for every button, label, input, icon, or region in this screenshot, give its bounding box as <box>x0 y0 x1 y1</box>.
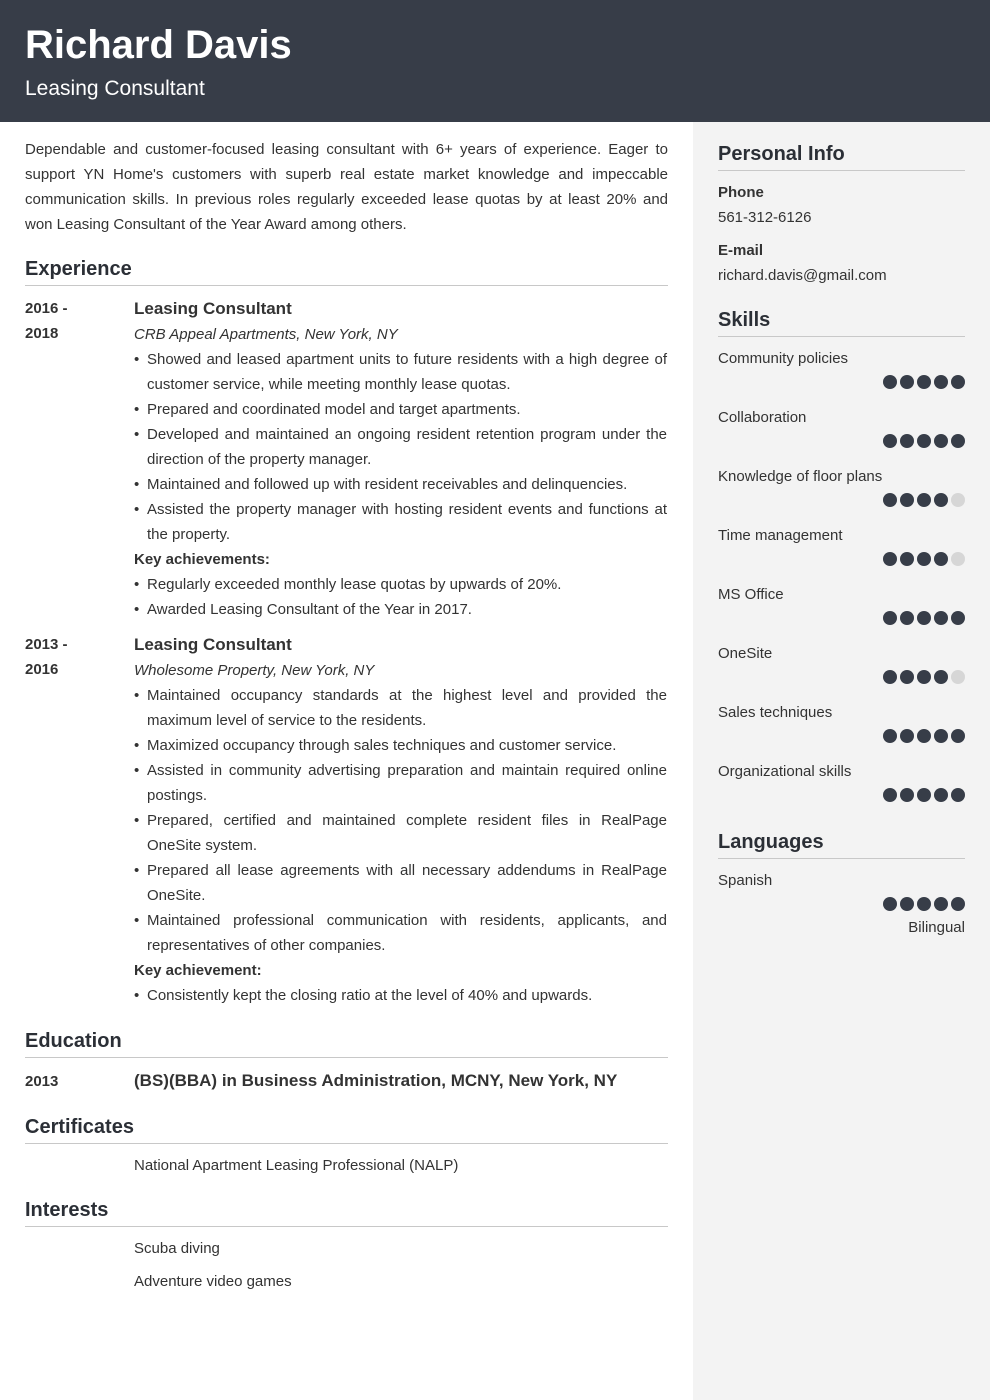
skill-level-dots <box>883 552 965 566</box>
rating-dot-filled <box>951 788 965 802</box>
skill-item <box>718 349 965 408</box>
skill-item <box>718 467 965 526</box>
rating-dot-filled <box>934 788 948 802</box>
job-date-start: 2016 - <box>25 300 68 317</box>
rating-dot-filled <box>917 670 931 684</box>
rating-dot-filled <box>917 729 931 743</box>
rating-dot-filled <box>900 897 914 911</box>
rating-dot-filled <box>900 729 914 743</box>
job-title: Leasing Consultant <box>134 635 292 654</box>
job-duties-list <box>134 683 667 958</box>
email-label: E-mail <box>718 242 764 259</box>
list-item: • Maximized occupancy through sales techniques and customer service. <box>134 733 667 758</box>
interest-name: Scuba diving <box>134 1240 220 1257</box>
candidate-title: Leasing Consultant <box>25 77 205 100</box>
rating-dot-empty <box>951 552 965 566</box>
rating-dot-filled <box>883 493 897 507</box>
language-item <box>718 871 965 936</box>
rating-dot-filled <box>883 897 897 911</box>
list-item: • Prepared all lease agreements with all necessary addendums in RealPage OneSite. <box>134 858 667 908</box>
job-date-end: 2018 <box>25 325 59 342</box>
skill-name: Time management <box>718 527 843 544</box>
rating-dot-filled <box>951 611 965 625</box>
skill-item <box>718 762 965 821</box>
certificate-name: National Apartment Leasing Professional (NALP) <box>134 1157 459 1174</box>
rating-dot-filled <box>917 375 931 389</box>
job-dates <box>25 632 125 682</box>
rating-dot-filled <box>900 670 914 684</box>
language-level-label: Bilingual <box>908 919 965 936</box>
job-body <box>134 296 667 622</box>
interest-name: Adventure video games <box>134 1273 292 1290</box>
skill-level-dots <box>883 670 965 684</box>
rating-dot-filled <box>900 375 914 389</box>
rating-dot-filled <box>917 493 931 507</box>
list-item: • Maintained professional communication with residents, applicants, and representatives of other companies. <box>134 908 667 958</box>
language-level-dots <box>883 897 965 911</box>
list-item: • Assisted in community advertising preparation and maintain required online postings. <box>134 758 667 808</box>
list-item: • Assisted the property manager with hosting resident events and functions at the property. <box>134 497 667 547</box>
list-item: • Maintained and followed up with resident receivables and delinquencies. <box>134 472 667 497</box>
personal-info-heading: Personal Info <box>718 141 965 171</box>
job-company: Wholesome Property, New York, NY <box>134 662 375 679</box>
education-heading: Education <box>25 1028 668 1058</box>
email-value: richard.davis@gmail.com <box>718 267 887 284</box>
sidebar <box>693 122 990 1400</box>
rating-dot-filled <box>883 552 897 566</box>
rating-dot-empty <box>951 493 965 507</box>
rating-dot-filled <box>900 552 914 566</box>
rating-dot-filled <box>900 434 914 448</box>
summary-paragraph: Dependable and customer-focused leasing consultant with 6+ years of experience. Eager to support YN Home's customers with superb real estate market knowledge and impeccable communication skills. In previous roles regularly exceeded lease quotas by at least 20% and won Leasing Consultant of the Year Award among others. <box>25 141 668 233</box>
skill-level-dots <box>883 434 965 448</box>
rating-dot-empty <box>951 670 965 684</box>
rating-dot-filled <box>951 375 965 389</box>
job-date-start: 2013 - <box>25 636 68 653</box>
job-date-end: 2016 <box>25 661 59 678</box>
rating-dot-filled <box>917 897 931 911</box>
rating-dot-filled <box>900 788 914 802</box>
experience-heading: Experience <box>25 256 668 286</box>
rating-dot-filled <box>934 611 948 625</box>
skill-level-dots <box>883 375 965 389</box>
skill-name: OneSite <box>718 645 773 662</box>
rating-dot-filled <box>951 897 965 911</box>
skill-item <box>718 585 965 644</box>
education-date: 2013 <box>25 1073 59 1090</box>
rating-dot-filled <box>883 434 897 448</box>
rating-dot-filled <box>917 788 931 802</box>
phone-value: 561-312-6126 <box>718 209 812 226</box>
rating-dot-filled <box>900 611 914 625</box>
skill-level-dots <box>883 611 965 625</box>
education-degree: (BS)(BBA) in Business Administration, MCNY, New York, NY <box>134 1071 618 1090</box>
skill-level-dots <box>883 788 965 802</box>
rating-dot-filled <box>934 670 948 684</box>
key-achievements-label: Key achievement: <box>134 962 262 979</box>
achievements-list <box>134 983 667 1008</box>
job-body <box>134 632 667 1008</box>
resume-header <box>0 0 990 122</box>
certificates-heading: Certificates <box>25 1114 668 1144</box>
skill-item <box>718 703 965 762</box>
list-item: • Developed and maintained an ongoing resident retention program under the direction of the property manager. <box>134 422 667 472</box>
skill-name: Knowledge of floor plans <box>718 468 883 485</box>
skill-level-dots <box>883 493 965 507</box>
skill-name: Organizational skills <box>718 763 852 780</box>
interests-heading: Interests <box>25 1197 668 1227</box>
skill-name: Sales techniques <box>718 704 833 721</box>
list-item: • Prepared, certified and maintained complete resident files in RealPage OneSite system. <box>134 808 667 858</box>
skill-item <box>718 644 965 703</box>
rating-dot-filled <box>883 611 897 625</box>
skill-name: Community policies <box>718 350 849 367</box>
skill-level-dots <box>883 729 965 743</box>
skill-name: MS Office <box>718 586 784 603</box>
rating-dot-filled <box>934 375 948 389</box>
rating-dot-filled <box>951 434 965 448</box>
skills-heading: Skills <box>718 307 965 337</box>
job-title: Leasing Consultant <box>134 299 292 318</box>
language-name: Spanish <box>718 872 773 889</box>
rating-dot-filled <box>934 434 948 448</box>
rating-dot-filled <box>883 788 897 802</box>
phone-label: Phone <box>718 184 764 201</box>
list-item: • Consistently kept the closing ratio at the level of 40% and upwards. <box>134 983 667 1008</box>
skill-item <box>718 526 965 585</box>
job-company: CRB Appeal Apartments, New York, NY <box>134 326 398 343</box>
rating-dot-filled <box>934 493 948 507</box>
list-item: • Prepared and coordinated model and target apartments. <box>134 397 667 422</box>
job-duties-list <box>134 347 667 547</box>
rating-dot-filled <box>917 552 931 566</box>
list-item: • Showed and leased apartment units to future residents with a high degree of customer service, while meeting monthly lease quotas. <box>134 347 667 397</box>
list-item: • Awarded Leasing Consultant of the Year in 2017. <box>134 597 667 622</box>
skill-name: Collaboration <box>718 409 807 426</box>
rating-dot-filled <box>934 552 948 566</box>
key-achievements-label: Key achievements: <box>134 551 270 568</box>
skill-item <box>718 408 965 467</box>
rating-dot-filled <box>917 434 931 448</box>
list-item: • Regularly exceeded monthly lease quotas by upwards of 20%. <box>134 572 667 597</box>
rating-dot-filled <box>883 375 897 389</box>
candidate-name: Richard Davis <box>25 23 292 67</box>
languages-heading: Languages <box>718 829 965 859</box>
job-dates <box>25 296 125 346</box>
list-item: • Maintained occupancy standards at the highest level and provided the maximum level of service to the residents. <box>134 683 667 733</box>
rating-dot-filled <box>900 493 914 507</box>
achievements-list <box>134 572 667 622</box>
rating-dot-filled <box>934 729 948 743</box>
rating-dot-filled <box>951 729 965 743</box>
rating-dot-filled <box>934 897 948 911</box>
rating-dot-filled <box>883 670 897 684</box>
rating-dot-filled <box>917 611 931 625</box>
rating-dot-filled <box>883 729 897 743</box>
